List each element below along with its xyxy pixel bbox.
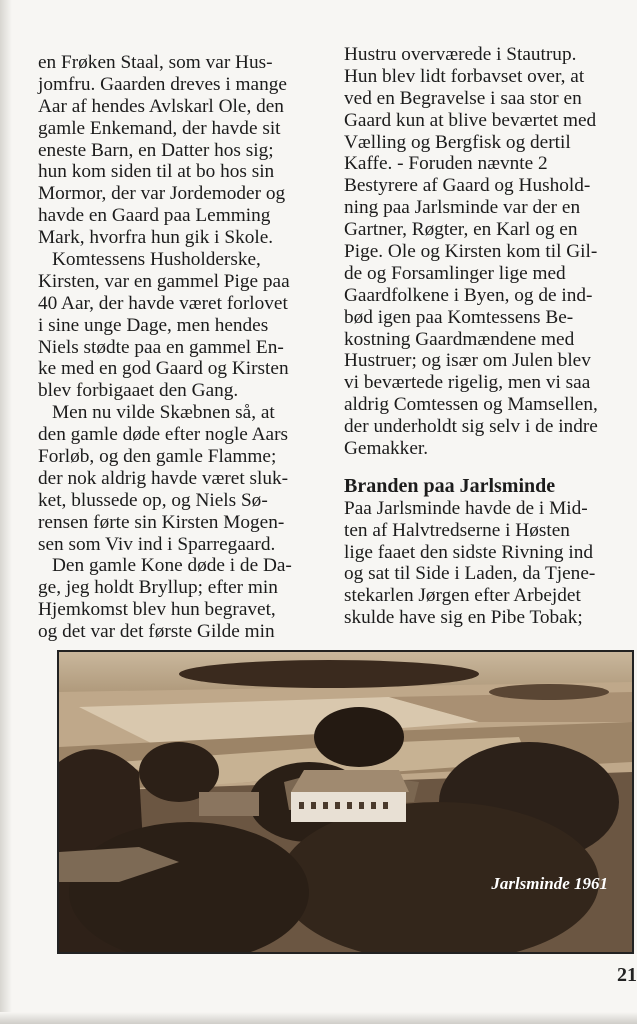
text-line: havde en Gaard paa Lemming (38, 205, 271, 227)
text-line: Hjemkomst blev hun begravet, (38, 599, 276, 621)
text-line: Forløb, og den gamle Flamme; (38, 446, 277, 468)
text-line: i sine unge Dage, men hendes (38, 314, 269, 336)
text-line: Men nu vilde Skæbnen så, at (52, 402, 275, 424)
text-line: Hustruer; og især om Julen blev (344, 350, 591, 372)
section-heading: Branden paa Jarlsminde (344, 474, 556, 497)
text-line: ge, jeg holdt Bryllup; efter min (38, 577, 278, 599)
text-line: Hustru overværede i Stautrup. (344, 44, 577, 65)
text-line: ning paa Jarlsminde var der en (344, 197, 581, 219)
aerial-photo-jarlsminde (57, 650, 634, 954)
text-line: kostning Gaardmændene med (344, 328, 575, 350)
text-line: gamle Enkemand, der havde sit (38, 117, 281, 139)
page-edge (0, 0, 12, 1024)
page-edge (0, 1012, 637, 1024)
photo-illustration (59, 652, 632, 952)
text-line: sen som Viv ind i Sparregaard. (38, 533, 276, 555)
text-line: Mark, hvorfra hun gik i Skole. (38, 227, 274, 249)
text-line: eneste Barn, en Datter hos sig; (38, 139, 274, 161)
text-line: vi beværtede rigelig, men vi saa (344, 372, 591, 394)
page-number: 21 (617, 964, 637, 986)
text-line: Gaard kun at blive beværtet med (344, 109, 597, 131)
text-line: Bestyrere af Gaard og Hushold- (344, 175, 591, 197)
text-line: Gemakker. (344, 438, 429, 460)
text-line: ved en Begravelse i saa stor en (344, 87, 582, 109)
text-line: stekarlen Jørgen efter Arbejdet (344, 585, 581, 607)
text-line: Aar af hendes Avlskarl Ole, den (38, 95, 284, 117)
text-line: Niels stødte paa en gammel En- (38, 336, 284, 358)
text-line: der nok aldrig havde været sluk- (38, 467, 289, 489)
text-line: der underholdt sig selv i de indre (344, 416, 598, 438)
text-line: Kirsten, var en gammel Pige paa (38, 270, 290, 292)
text-line: Gartner, Røgter, en Karl og en (344, 219, 578, 241)
text-line: skulde have sig en Pibe Tobak; (344, 607, 583, 629)
text-line: Vælling og Bergfisk og dertil (344, 131, 571, 153)
text-line: Komtessens Husholderske, (52, 249, 261, 271)
text-line: ke med en god Gaard og Kirsten (38, 358, 289, 380)
photo-caption: Jarlsminde 1961 (491, 874, 608, 893)
text-line: en Frøken Staal, som var Hus- (38, 52, 273, 73)
text-line: 40 Aar, der havde været forlovet (38, 292, 288, 314)
right-text-column (344, 44, 632, 629)
text-line: bød igen paa Komtessens Be- (344, 306, 574, 328)
text-line: Mormor, der var Jordemoder og (38, 183, 286, 205)
text-line: ket, blussede op, og Niels Sø- (38, 489, 268, 511)
text-line: de og Forsamlinger lige med (344, 262, 566, 284)
text-line: Pige. Ole og Kirsten kom til Gil- (344, 241, 598, 263)
text-line: og det var det første Gilde min (38, 621, 275, 643)
text-line: blev forbigaaet den Gang. (38, 380, 239, 402)
text-line: ten af Halvtredserne i Høsten (344, 519, 570, 541)
text-line: Kaffe. - Foruden nævnte 2 (344, 153, 548, 175)
text-line: Gaardfolkene i Byen, og de ind- (344, 284, 593, 306)
text-line: lige faaet den sidste Rivning ind (344, 541, 593, 563)
text-line: hun kom siden til at bo hos sin (38, 161, 275, 183)
text-line: jomfru. Gaarden dreves i mange (38, 73, 287, 95)
text-line: Den gamle Kone døde i de Da- (52, 555, 292, 577)
left-text-column (38, 52, 330, 643)
text-line: den gamle døde efter nogle Aars (38, 424, 289, 446)
text-line: Paa Jarlsminde havde de i Mid- (344, 497, 588, 519)
text-line: rensen førte sin Kirsten Mogen- (38, 511, 285, 533)
text-line: og sat til Side i Laden, da Tjene- (344, 563, 596, 585)
text-line: Hun blev lidt forbavset over, at (344, 65, 585, 87)
text-line: aldrig Comtessen og Mamsellen, (344, 394, 598, 416)
